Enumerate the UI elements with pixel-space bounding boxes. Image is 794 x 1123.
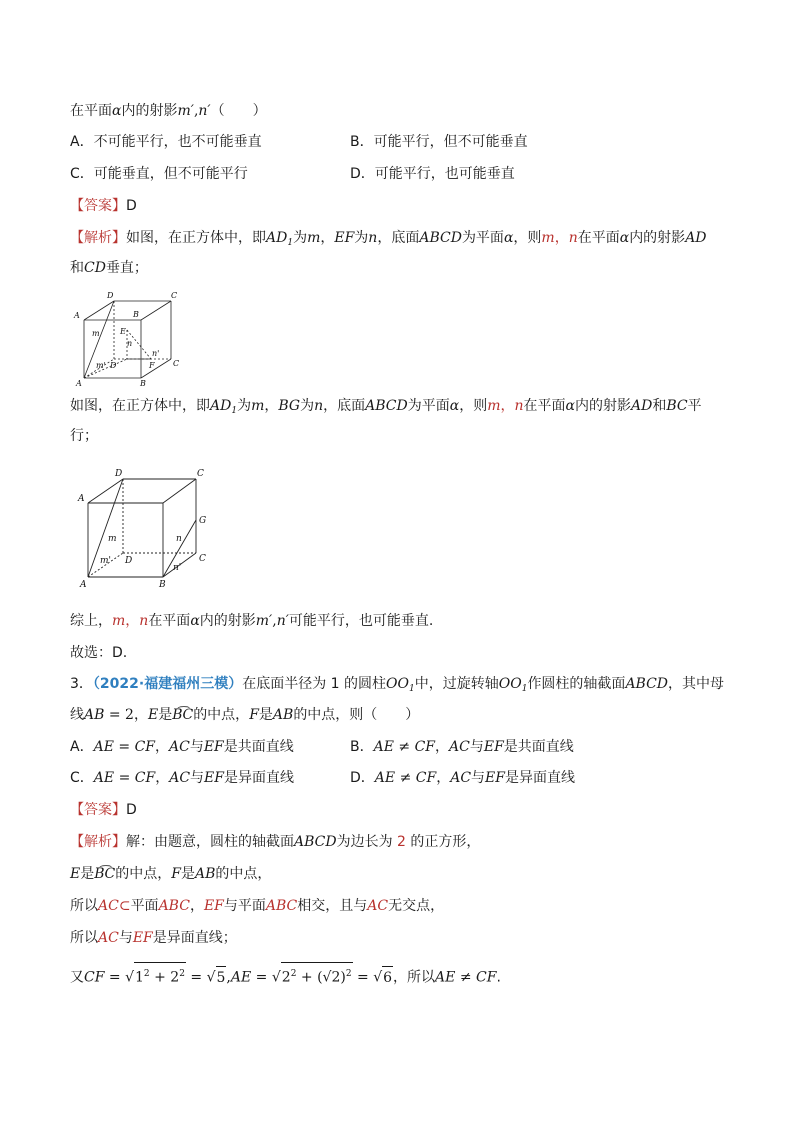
q2-summary: 综上，m，n在平面α内的射影m′,n′可能平行，也可能垂直. (70, 613, 434, 629)
label-D: D (110, 361, 117, 370)
q3-source: （2022·福建福州三模） (92, 676, 243, 692)
label-A: A (76, 379, 82, 388)
label-n-prime: n' (152, 349, 160, 358)
q3-analysis-line5: 又CF = $√1^2 + 2^2 = √5,AE = √2^2 + (√2)^2 = √6$，所以AE ≠ CF. (70, 962, 501, 989)
q2-analysis-line2: 和CD垂直； (70, 260, 148, 276)
label-E: E (120, 327, 126, 336)
q2-option-b[interactable]: B．可能平行，但不可能垂直 (350, 134, 528, 150)
q2-option-a[interactable]: A．不可能平行，也不可能垂直 (70, 134, 262, 150)
label-F: F (149, 361, 155, 370)
q3-option-c[interactable]: C．AE = CF，AC与EF是异面直线 (70, 770, 294, 786)
q3-analysis-line3: 所以AC⊂平面ABC，EF与平面ABC相交，且与AC无交点， (70, 898, 445, 914)
q2-options-row2 (70, 163, 515, 185)
q2-choose: 故选：D. (70, 645, 128, 661)
label-B: B (140, 379, 146, 388)
label-m-prime: m' (96, 361, 106, 370)
label-n-prime: n' (173, 563, 182, 573)
cube-figure-2 (70, 465, 220, 590)
q3-analysis-line4: 所以AC与EF是异面直线； (70, 930, 237, 946)
q2-option-c[interactable]: C．可能垂直，但不可能平行 (70, 166, 248, 182)
label-D1: D (107, 291, 114, 300)
label-C1: C (171, 291, 178, 300)
label-C: C (173, 359, 180, 368)
label-A1: A (74, 311, 80, 320)
q2-options-row1 (70, 131, 528, 153)
q2-option-d[interactable]: D．可能平行，也可能垂直 (350, 166, 515, 182)
answer-tag: 【答案】 (70, 198, 126, 214)
label-D: D (125, 556, 133, 566)
label-C1: C (197, 469, 204, 479)
q3-option-a[interactable]: A．AE = CF，AC与EF是共面直线 (70, 739, 294, 755)
q3-answer: 【答案】D (70, 802, 137, 818)
q2-stem-tail: 在平面α内的射影m′,n′（ ） (70, 103, 267, 119)
q2-analysis-line3: 如图，在正方体中，即$AD_1$为m，BG为n，底面ABCD为平面α，则m，n在平面α内的射影AD和BC平 (70, 398, 702, 416)
q3-analysis-line2: E是B͡C的中点，F是AB的中点， (70, 866, 272, 882)
label-n: n (176, 534, 182, 544)
label-B: B (159, 580, 166, 590)
q3-option-d[interactable]: D．AE ≠ CF，AC与EF是异面直线 (350, 770, 575, 786)
label-m: m (92, 329, 100, 338)
cube-figure-1 (70, 288, 200, 388)
q3-analysis-line1: 【解析】解：由题意，圆柱的轴截面ABCD为边长为 2 的正方形， (70, 834, 481, 850)
label-A1: A (78, 494, 85, 504)
label-C: C (199, 554, 206, 564)
q3-options-row1 (70, 736, 574, 758)
q2-analysis-line1: 【解析】如图，在正方体中，即$AD_1$为m，EF为n，底面ABCD为平面α，则m，n在平面α内的射影AD (70, 230, 707, 248)
label-G: G (199, 516, 207, 526)
label-m: m (108, 534, 117, 544)
q3-stem-line1: 3．（2022·福建福州三模）在底面半径为 1 的圆柱$OO_1$中，过旋转轴$OO_1$作圆柱的轴截面ABCD，其中母 (70, 676, 725, 694)
q2-answer (70, 195, 137, 217)
q3-stem-line2: 线AB = 2，E是B͡C的中点，F是AB的中点，则（ ） (70, 707, 420, 723)
label-A: A (80, 580, 87, 590)
q2-analysis-line4: 行； (70, 428, 98, 444)
label-D1: D (115, 469, 123, 479)
label-m-prime: m' (100, 556, 112, 566)
label-B1: B (133, 310, 139, 319)
q3-option-b[interactable]: B．AE ≠ CF，AC与EF是共面直线 (350, 739, 574, 755)
label-n: n (127, 339, 133, 348)
answer-value: D (126, 198, 137, 214)
q3-options-row2 (70, 767, 575, 789)
